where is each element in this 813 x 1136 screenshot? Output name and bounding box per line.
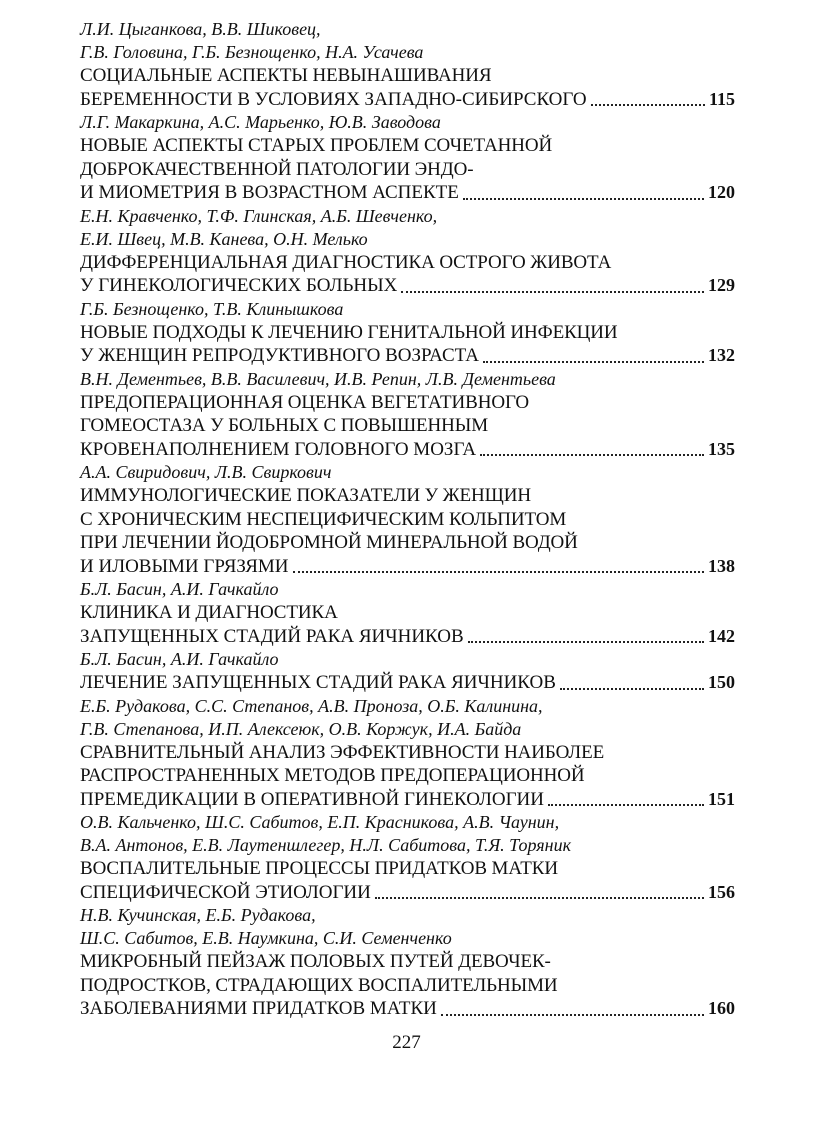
dot-leader: [483, 361, 704, 363]
entry-title-line: РАСПРОСТРАНЕННЫХ МЕТОДОВ ПРЕДОПЕРАЦИОННОЙ: [80, 765, 585, 786]
entry-page-number: 129: [708, 275, 735, 295]
entry-page-number: 135: [708, 438, 735, 459]
entry-title-line: КРОВЕНАПОЛНЕНИЕМ ГОЛОВНОГО МОЗГА: [80, 438, 477, 460]
dot-leader: [560, 688, 704, 690]
entry-title-line: ЗАПУЩЕННЫХ СТАДИЙ РАКА ЯИЧНИКОВ: [80, 625, 464, 647]
dot-leader: [548, 804, 704, 806]
entry-title-line: ПОДРОСТКОВ, СТРАДАЮЩИХ ВОСПАЛИТЕЛЬНЫМИ: [80, 974, 558, 996]
entry-title-line: ИММУНОЛОГИЧЕСКИЕ ПОКАЗАТЕЛИ У ЖЕНЩИН: [80, 485, 531, 506]
entry-title-last-line: [80, 671, 735, 695]
entry-page-number: 160: [708, 998, 735, 1018]
entry-title-line: КЛИНИКА И ДИАГНОСТИКА: [80, 602, 338, 623]
table-of-contents: [80, 18, 735, 1021]
entry-title-last-line: [80, 555, 735, 579]
dot-leader: [401, 291, 704, 293]
dot-leader: [293, 571, 704, 573]
entry-title-last-line: [80, 788, 735, 812]
dot-leader: [463, 198, 704, 200]
entry-authors: Е.Б. Рудакова, С.С. Степанов, А.В. Проноза, О.Б. Калинина,: [80, 695, 543, 716]
entry-title-line: ДИФФЕРЕНЦИАЛЬНАЯ ДИАГНОСТИКА ОСТРОГО ЖИВОТА: [80, 251, 612, 273]
entry-title-line: ГОМЕОСТАЗА У БОЛЬНЫХ С ПОВЫШЕННЫМ: [80, 415, 489, 436]
dot-leader: [375, 897, 704, 899]
toc-entry: [80, 695, 735, 812]
toc-entry: [80, 205, 735, 298]
entry-authors: В.А. Антонов, Е.В. Лаутеншлегер, Н.Л. Сабитова, Т.Я. Торяник: [80, 835, 572, 855]
entry-title-line: У ЖЕНЩИН РЕПРОДУКТИВНОГО ВОЗРАСТА: [80, 345, 479, 366]
entry-title-last-line: [80, 881, 735, 905]
entry-title-line: У ГИНЕКОЛОГИЧЕСКИХ БОЛЬНЫХ: [80, 275, 398, 296]
entry-title-last-line: [80, 88, 735, 112]
entry-authors: Б.Л. Басин, А.И. Гачкайло: [80, 579, 279, 599]
entry-authors: Б.Л. Басин, А.И. Гачкайло: [80, 649, 279, 669]
toc-entry: [80, 648, 735, 695]
entry-title-line: МИКРОБНЫЙ ПЕЙЗАЖ ПОЛОВЫХ ПУТЕЙ ДЕВОЧЕК-: [80, 951, 551, 972]
entry-title-line: ВОСПАЛИТЕЛЬНЫЕ ПРОЦЕССЫ ПРИДАТКОВ МАТКИ: [80, 858, 559, 879]
entry-title-line: ПРЕДОПЕРАЦИОННАЯ ОЦЕНКА ВЕГЕТАТИВНОГО: [80, 391, 529, 413]
entry-title-line: ЗАБОЛЕВАНИЯМИ ПРИДАТКОВ МАТКИ: [80, 998, 437, 1019]
toc-entry: [80, 461, 735, 578]
entry-title-line: НОВЫЕ ПОДХОДЫ К ЛЕЧЕНИЮ ГЕНИТАЛЬНОЙ ИНФЕКЦИИ: [80, 321, 618, 343]
toc-entry: [80, 111, 735, 205]
entry-page-number: 120: [708, 182, 735, 202]
entry-authors: О.В. Кальченко, Ш.С. Сабитов, Е.П. Красникова, А.В. Чаунин,: [80, 812, 560, 832]
entry-title-line: СОЦИАЛЬНЫЕ АСПЕКТЫ НЕВЫНАШИВАНИЯ: [80, 65, 492, 86]
entry-authors: Г.Б. Безнощенко, Т.В. Клинышкова: [80, 298, 344, 319]
entry-page-number: 150: [708, 672, 735, 692]
entry-page-number: 142: [708, 625, 735, 646]
toc-entry: [80, 298, 735, 368]
entry-authors: В.Н. Дементьев, В.В. Василевич, И.В. Репин, Л.В. Дементьева: [80, 368, 556, 389]
entry-title-last-line: [80, 344, 735, 368]
entry-title-last-line: [80, 997, 735, 1021]
entry-title-line: И ИЛОВЫМИ ГРЯЗЯМИ: [80, 555, 289, 577]
entry-page-number: 132: [708, 345, 735, 365]
entry-authors: Л.И. Цыганкова, В.В. Шиковец,: [80, 19, 321, 39]
entry-authors: Е.И. Швец, М.В. Канева, О.Н. Мелько: [80, 228, 368, 249]
toc-entry: [80, 18, 735, 111]
entry-title-line: ПРЕМЕДИКАЦИИ В ОПЕРАТИВНОЙ ГИНЕКОЛОГИИ: [80, 788, 544, 810]
toc-entry: [80, 904, 735, 1021]
entry-authors: А.А. Свиридович, Л.В. Свиркович: [80, 462, 332, 482]
entry-page-number: 156: [708, 881, 735, 902]
dot-leader: [441, 1014, 704, 1016]
entry-title-line: БЕРЕМЕННОСТИ В УСЛОВИЯХ ЗАПАДНО-СИБИРСКОГО: [80, 88, 587, 110]
entry-title-last-line: [80, 181, 735, 205]
entry-page-number: 115: [708, 88, 735, 109]
entry-authors: Г.В. Головина, Г.Б. Безнощенко, Н.А. Усачева: [80, 42, 424, 62]
entry-title-line: ДОБРОКАЧЕСТВЕННОЙ ПАТОЛОГИИ ЭНДО-: [80, 158, 474, 180]
entry-title-last-line: [80, 274, 735, 298]
entry-title-line: НОВЫЕ АСПЕКТЫ СТАРЫХ ПРОБЛЕМ СОЧЕТАННОЙ: [80, 135, 553, 156]
toc-entry: [80, 368, 735, 462]
entry-title-line: ПРИ ЛЕЧЕНИИ ЙОДОБРОМНОЙ МИНЕРАЛЬНОЙ ВОДОЙ: [80, 532, 578, 553]
dot-leader: [591, 104, 705, 106]
entry-title-last-line: [80, 438, 735, 462]
entry-title-line: СРАВНИТЕЛЬНЫЙ АНАЛИЗ ЭФФЕКТИВНОСТИ НАИБОЛЕЕ: [80, 741, 605, 763]
toc-entry: [80, 578, 735, 648]
entry-authors: Н.В. Кучинская, Е.Б. Рудакова,: [80, 905, 316, 925]
entry-title-line: С ХРОНИЧЕСКИМ НЕСПЕЦИФИЧЕСКИМ КОЛЬПИТОМ: [80, 508, 567, 530]
entry-title-line: И МИОМЕТРИЯ В ВОЗРАСТНОМ АСПЕКТЕ: [80, 182, 459, 203]
entry-title-line: СПЕЦИФИЧЕСКОЙ ЭТИОЛОГИИ: [80, 881, 371, 903]
entry-page-number: 138: [708, 555, 735, 576]
entry-authors: Л.Г. Макаркина, А.С. Марьенко, Ю.В. Заводова: [80, 112, 441, 132]
entry-authors: Г.В. Степанова, И.П. Алексеюк, О.В. Коржук, И.А. Байда: [80, 718, 522, 739]
dot-leader: [468, 641, 704, 643]
entry-page-number: 151: [708, 788, 735, 809]
entry-authors: Ш.С. Сабитов, Е.В. Наумкина, С.И. Семенченко: [80, 928, 452, 948]
page-number: 227: [392, 1032, 421, 1053]
entry-authors: Е.Н. Кравченко, Т.Ф. Глинская, А.Б. Шевченко,: [80, 205, 438, 226]
dot-leader: [480, 454, 704, 456]
entry-title-line: ЛЕЧЕНИЕ ЗАПУЩЕННЫХ СТАДИЙ РАКА ЯИЧНИКОВ: [80, 672, 556, 693]
entry-title-last-line: [80, 625, 735, 649]
toc-entry: [80, 811, 735, 904]
